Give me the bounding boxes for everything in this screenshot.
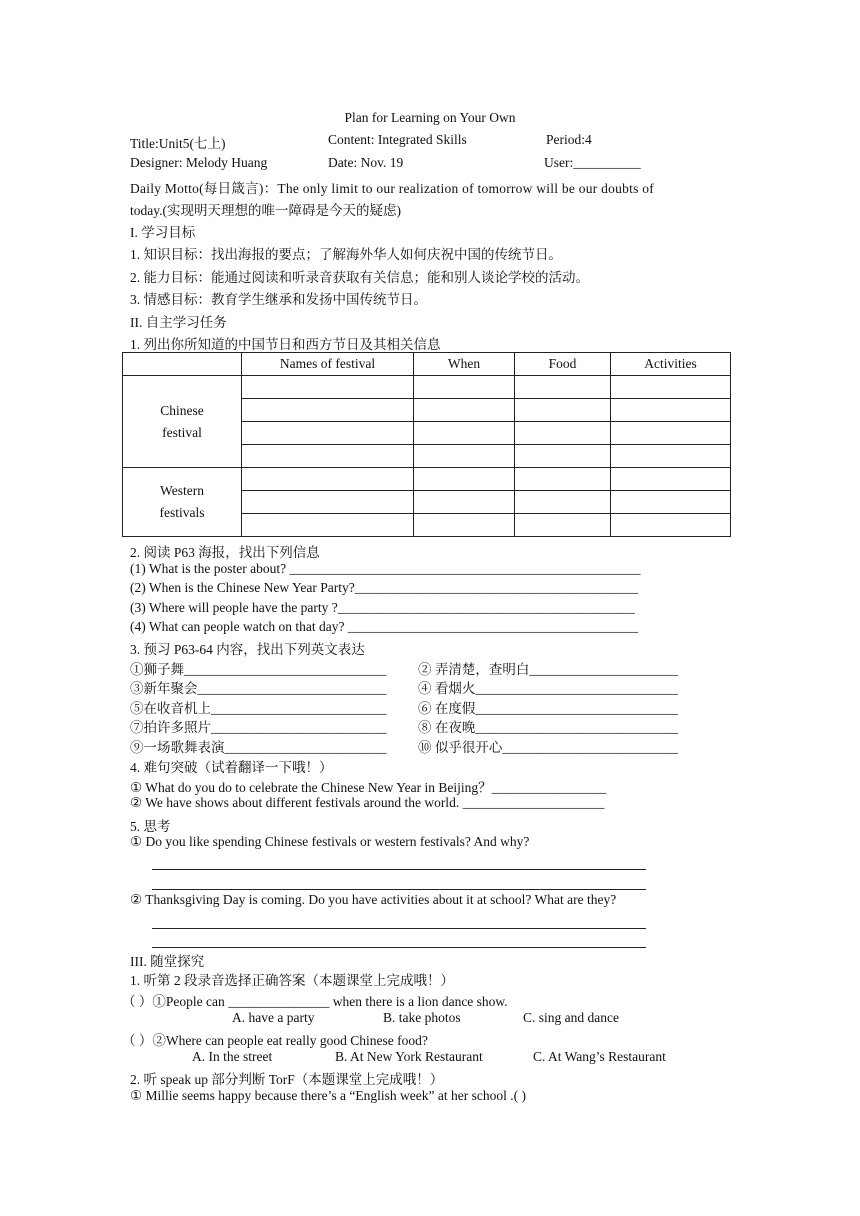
task-3-item-5[interactable]: ⑤在收音机上__________________________ xyxy=(130,701,387,716)
table-cell[interactable] xyxy=(515,445,611,468)
table-header-activities: Activities xyxy=(611,353,731,376)
table-row xyxy=(123,468,731,491)
section-1-heading: I. 学习目标 xyxy=(130,225,196,240)
table-cell[interactable] xyxy=(242,491,414,514)
table-cell[interactable] xyxy=(414,468,515,491)
task-3-item-9[interactable]: ⑨一场歌舞表演________________________ xyxy=(130,740,387,755)
table-header-when: When xyxy=(414,353,515,376)
content-label: Content: Integrated Skills xyxy=(328,132,467,147)
task-2-question-1[interactable]: (1) What is the poster about? ____________________________________________________ xyxy=(130,561,641,576)
answer-line[interactable] xyxy=(152,928,646,929)
task-3-item-3[interactable]: ③新年聚会____________________________ xyxy=(130,681,387,696)
task-2-question-3[interactable]: (3) Where will people have the party ?____________________________________________ xyxy=(130,600,635,615)
page-title: Plan for Learning on Your Own xyxy=(344,110,516,125)
task-3-item-7[interactable]: ⑦拍许多照片__________________________ xyxy=(130,720,387,735)
task-3-item-10[interactable]: ⑩ 似乎很开心__________________________ xyxy=(418,740,678,755)
listening-1-heading: 1. 听第 2 段录音选择正确答案（本题课堂上完成哦！） xyxy=(130,973,454,988)
section-2-heading: II. 自主学习任务 xyxy=(130,315,227,330)
table-cell[interactable] xyxy=(515,376,611,399)
answer-line[interactable] xyxy=(152,889,646,890)
western-label-line1: Western xyxy=(160,483,204,498)
table-cell[interactable] xyxy=(242,399,414,422)
table-cell[interactable] xyxy=(242,376,414,399)
true-false-item-1[interactable]: ① Millie seems happy because there’s a “English week” at her school .( ) xyxy=(130,1088,526,1103)
task-4-sentence-1[interactable]: ① What do you do to celebrate the Chinese New Year in Beijing？_________________ xyxy=(130,780,607,795)
daily-motto-line1: Daily Motto(每日箴言)：The only limit to our realization of tomorrow will be our doubts of xyxy=(130,181,655,196)
western-festival-label xyxy=(123,468,242,537)
task-3-label: 3. 预习 P63-64 内容，找出下列英文表达 xyxy=(130,642,365,657)
table-cell[interactable] xyxy=(414,376,515,399)
table-cell[interactable] xyxy=(414,422,515,445)
option-c[interactable]: C. sing and dance xyxy=(523,1010,619,1025)
table-cell[interactable] xyxy=(515,422,611,445)
table-header-row xyxy=(123,353,731,376)
chinese-label-line1: Chinese xyxy=(160,402,204,418)
task-4-label: 4. 难句突破（试着翻译一下哦！） xyxy=(130,760,333,775)
task-5-question-2: ② Thanksgiving Day is coming. Do you have activities about it at school? What are they? xyxy=(130,892,617,907)
table-cell[interactable] xyxy=(611,376,731,399)
task-3-item-4[interactable]: ④ 看烟火______________________________ xyxy=(418,681,678,696)
objective-emotion: 3. 情感目标：教育学生继承和发扬中国传统节日。 xyxy=(130,292,427,307)
listening-question-2[interactable]: （ ）②Where can people eat really good Chinese food? xyxy=(122,1033,428,1048)
task-2-question-2[interactable]: (2) When is the Chinese New Year Party?__________________________________________ xyxy=(130,580,639,595)
chinese-label-line2: festival xyxy=(162,424,202,440)
answer-line[interactable] xyxy=(152,869,646,870)
task-3-item-2[interactable]: ② 弄清楚，查明白______________________ xyxy=(418,662,678,677)
table-cell[interactable] xyxy=(242,422,414,445)
answer-line[interactable] xyxy=(152,947,646,948)
user-label: User:__________ xyxy=(544,155,641,170)
option-b[interactable]: B. At New York Restaurant xyxy=(335,1049,483,1064)
date-label: Date: Nov. 19 xyxy=(328,155,404,170)
table-header-food: Food xyxy=(515,353,611,376)
chinese-festival-label xyxy=(123,376,242,468)
task-2-question-4[interactable]: (4) What can people watch on that day? ___________________________________________ xyxy=(130,619,639,634)
task-5-question-1: ① Do you like spending Chinese festivals or western festivals? And why? xyxy=(130,834,530,849)
table-cell[interactable] xyxy=(242,514,414,537)
table-cell[interactable] xyxy=(242,468,414,491)
table-cell[interactable] xyxy=(515,399,611,422)
task-3-item-6[interactable]: ⑥ 在度假______________________________ xyxy=(418,701,678,716)
table-cell[interactable] xyxy=(611,491,731,514)
table-cell[interactable] xyxy=(611,514,731,537)
table-cell[interactable] xyxy=(515,468,611,491)
task-5-label: 5. 思考 xyxy=(130,819,171,834)
task-1-label: 1. 列出你所知道的中国节日和西方节日及其相关信息 xyxy=(130,337,441,352)
option-b[interactable]: B. take photos xyxy=(383,1010,461,1025)
option-c[interactable]: C. At Wang’s Restaurant xyxy=(533,1049,666,1064)
task-3-item-1[interactable]: ①狮子舞______________________________ xyxy=(130,662,387,677)
festival-table xyxy=(122,352,731,537)
daily-motto-line2: today.(实现明天理想的唯一障碍是今天的疑虑) xyxy=(130,203,401,218)
option-a[interactable]: A. In the street xyxy=(192,1049,273,1064)
table-cell[interactable] xyxy=(414,491,515,514)
table-cell[interactable] xyxy=(515,491,611,514)
table-cell[interactable] xyxy=(515,514,611,537)
objective-knowledge: 1. 知识目标：找出海报的要点；了解海外华人如何庆祝中国的传统节日。 xyxy=(130,247,562,262)
task-4-sentence-2[interactable]: ② We have shows about different festivals around the world. _____________________ xyxy=(130,795,605,810)
listening-question-1[interactable]: （ ）①People can _______________ when there is a lion dance show. xyxy=(122,994,508,1009)
period-label: Period:4 xyxy=(546,132,592,147)
table-cell[interactable] xyxy=(414,514,515,537)
table-cell[interactable] xyxy=(611,468,731,491)
section-3-heading: III. 随堂探究 xyxy=(130,954,205,969)
task-3-item-8[interactable]: ⑧ 在夜晚______________________________ xyxy=(418,720,678,735)
designer-label: Designer: Melody Huang xyxy=(130,155,268,170)
table-cell[interactable] xyxy=(414,445,515,468)
table-row xyxy=(123,376,731,399)
table-cell[interactable] xyxy=(414,399,515,422)
table-header-names: Names of festival xyxy=(242,353,414,376)
table-cell[interactable] xyxy=(611,399,731,422)
western-label-line2: festivals xyxy=(159,505,205,520)
task-2-label: 2. 阅读 P63 海报，找出下列信息 xyxy=(130,545,320,560)
option-a[interactable]: A. have a party xyxy=(232,1010,315,1025)
table-cell[interactable] xyxy=(611,422,731,445)
objective-ability: 2. 能力目标：能通过阅读和听录音获取有关信息；能和别人谈论学校的活动。 xyxy=(130,270,589,285)
table-cell[interactable] xyxy=(611,445,731,468)
unit-title: Title:Unit5(七上) xyxy=(130,136,226,151)
table-header-blank xyxy=(123,353,242,376)
listening-2-heading: 2. 听 speak up 部分判断 TorF（本题课堂上完成哦！） xyxy=(130,1072,444,1087)
table-cell[interactable] xyxy=(242,445,414,468)
